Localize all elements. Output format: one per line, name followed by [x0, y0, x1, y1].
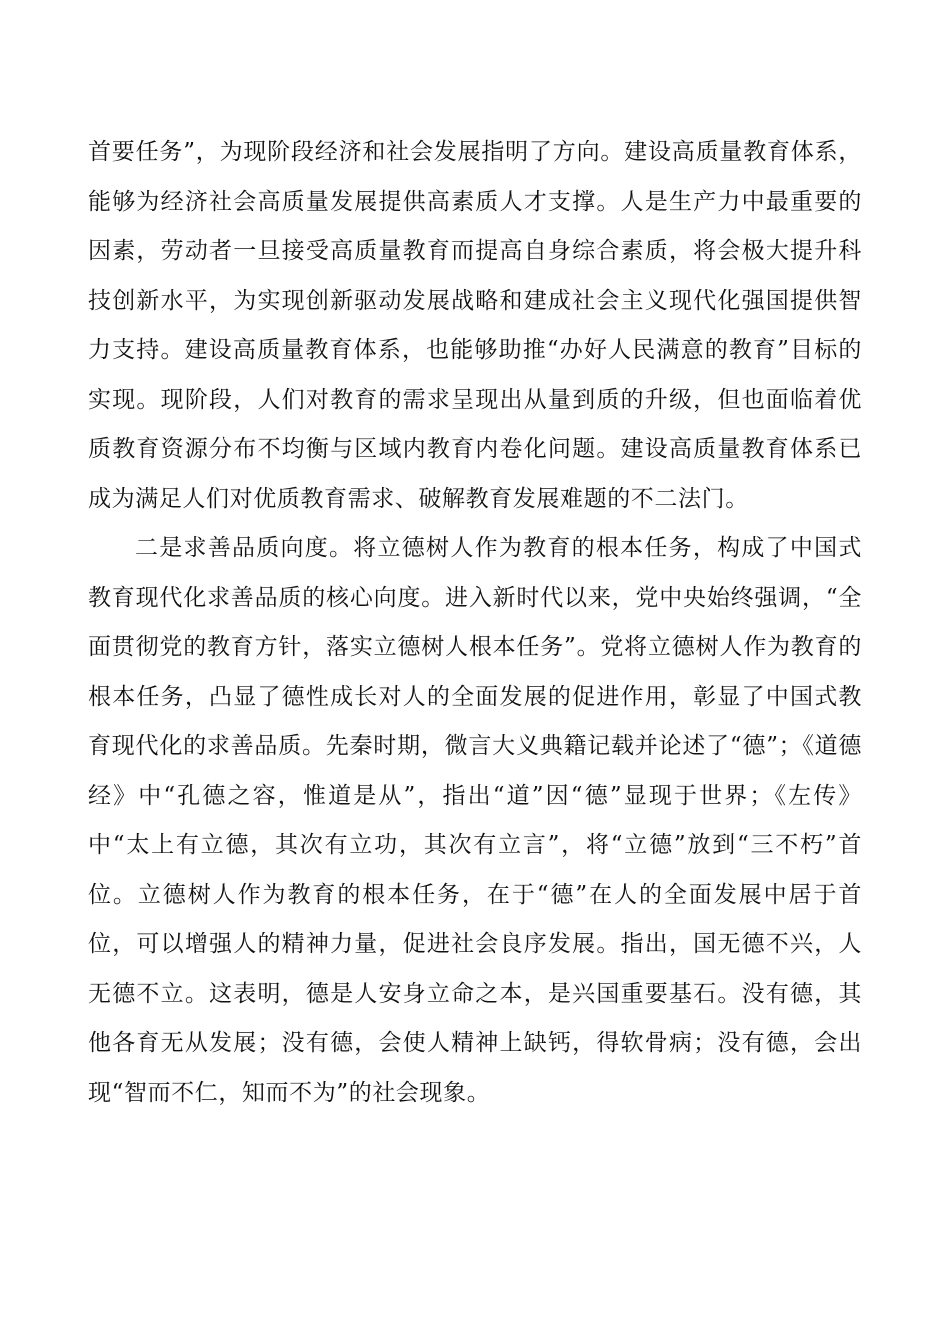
- paragraph-continuation: 首要任务”，为现阶段经济和社会发展指明了方向。建设高质量教育体系，能够为经济社会高质量发展提供高素质人才支撑。人是生产力中最重要的因素，劳动者一旦接受高质量教育而提高自身综合素质，将会极大提升科技创新水平，为实现创新驱动发展战略和建成社会主义现代化强国提供智力支持。建设高质量教育体系，也能够助推“办好人民满意的教育”目标的实现。现阶段，人们对教育的需求呈现出从量到质的升级，但也面临着优质教育资源分布不均衡与区域内教育内卷化问题。建设高质量教育体系已成为满足人们对优质教育需求、破解教育发展难题的不二法门。: [88, 139, 862, 512]
- paragraph-second-aspect: 二是求善品质向度。将立德树人作为教育的根本任务，构成了中国式教育现代化求善品质的核心向度。进入新时代以来，党中央始终强调，“全面贯彻党的教育方针，落实立德树人根本任务”。党将立德树人作为教育的根本任务，凸显了德性成长对人的全面发展的促进作用，彰显了中国式教育现代化的求善品质。先秦时期，微言大义典籍记载并论述了“德”；《道德经》中“孔德之容，惟道是从”，指出“道”因“德”显现于世界；《左传》中“太上有立德，其次有立功，其次有立言”，将“立德”放到“三不朽”首位。立德树人作为教育的根本任务，在于“德”在人的全面发展中居于首位，可以增强人的精神力量，促进社会良序发展。指出，国无德不兴，人无德不立。这表明，德是人安身立命之本，是兴国重要基石。没有德，其他各育无从发展；没有德，会使人精神上缺钙，得软骨病；没有德，会出现“智而不仁，知而不为”的社会现象。: [88, 535, 862, 1106]
- document-body: [88, 128, 862, 1118]
